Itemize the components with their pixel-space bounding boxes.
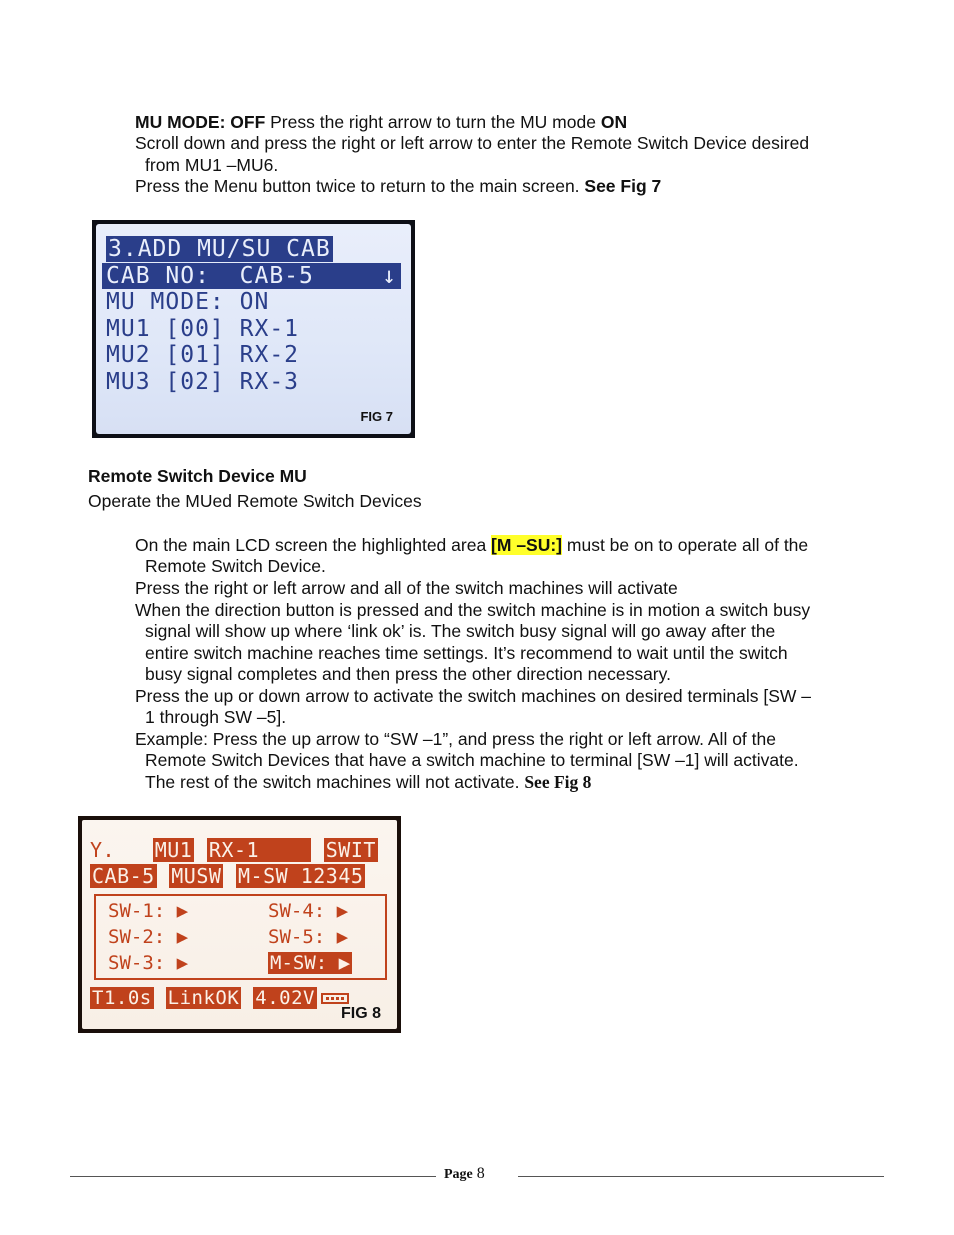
fig7-selected-row [102, 263, 401, 290]
fig7-mu1-row: MU1 [00] RX-1 [106, 315, 300, 342]
scroll-instruction: Scroll down and press the right or left arrow to enter the Remote Switch Device desired [135, 133, 810, 153]
fig8-top-bar [90, 838, 378, 862]
p1-cont: Remote Switch Device. [145, 556, 326, 576]
p1-text-b: must be on to operate all of the [562, 535, 809, 555]
fig8-sw1: SW-1: ▶ [108, 900, 189, 922]
page-number-value: 8 [476, 1165, 485, 1182]
p3-line2: signal will show up where ‘link ok’ is. The switch busy signal will go away after the [145, 621, 776, 641]
fig8-swit: SWIT [325, 838, 376, 862]
p4-line1: Press the up or down arrow to activate the switch machines on desired terminals [SW – [135, 686, 811, 706]
fig8-lcd-photo [78, 816, 401, 1033]
footer-rule-right [518, 1176, 884, 1177]
fig8-mu: MU1 [154, 838, 193, 862]
fig8-sw2: SW-2: ▶ [108, 926, 189, 948]
fig7-cab-no: CAB NO: CAB-5 [106, 262, 314, 289]
highlighted-area-paragraph [135, 535, 808, 557]
battery-icon [321, 993, 349, 1004]
fig7-screen [96, 224, 411, 434]
mu-mode-label: MU MODE: OFF [135, 112, 266, 132]
fig8-sw5: SW-5: ▶ [268, 926, 349, 948]
fig8-bottom-bar [90, 986, 349, 1010]
page-number [444, 1165, 485, 1183]
p2: Press the right or left arrow and all of the switch machines will activate [135, 578, 678, 598]
fig8-screen [82, 820, 397, 1029]
p3-line3: entire switch machine reaches time settings. It’s recommend to wait until the switch [145, 643, 788, 663]
p3-line1: When the direction button is pressed and the switch machine is in motion a switch busy [135, 600, 811, 620]
p4-line2: 1 through SW –5]. [145, 707, 287, 727]
section-heading: Remote Switch Device MU [88, 466, 307, 486]
see-fig8-ref: See Fig 8 [524, 772, 592, 792]
fig7-mu3-row: MU3 [02] RX-3 [106, 368, 300, 395]
p1-text-a: On the main LCD screen the highlighted area [135, 535, 492, 555]
fig8-msw-status: M-SW 12345 [237, 864, 364, 888]
fig7-title: 3.ADD MU/SU CAB [108, 236, 331, 262]
fig8-second-bar [90, 864, 365, 888]
m-su-highlight: [M –SU:] [491, 535, 563, 555]
mu-mode-on: ON [600, 112, 628, 132]
p5-line1: Example: Press the up arrow to “SW –1”, and press the right or left arrow. All of the [135, 729, 776, 749]
mu-mode-line [135, 112, 627, 134]
fig7-title-row [106, 236, 403, 263]
p5-line2: Remote Switch Devices that have a switch machine to terminal [SW –1] will activate. [145, 750, 799, 770]
fig8-time: T1.0s [92, 987, 152, 1009]
fig8-cab: CAB-5 [92, 864, 155, 888]
see-fig7-ref: See Fig 7 [584, 176, 662, 196]
fig8-musw: MUSW [171, 864, 222, 888]
fig8-volt: 4.02V [255, 987, 315, 1009]
fig7-mu-mode-row: MU MODE: ON [106, 289, 270, 315]
fig8-sw4: SW-4: ▶ [268, 900, 349, 922]
menu-instruction [135, 176, 661, 198]
footer-rule-left [70, 1176, 436, 1177]
scroll-down-arrow-icon: ↓ [382, 262, 397, 289]
page-label: Page [444, 1167, 473, 1182]
mu-mode-text: Press the right arrow to turn the MU mode [265, 112, 601, 132]
section-subtitle: Operate the MUed Remote Switch Devices [88, 491, 422, 511]
scroll-instruction-cont: from MU1 –MU6. [145, 155, 279, 175]
fig7-lcd-photo [92, 220, 415, 438]
antenna-icon: Y. [90, 838, 116, 862]
p5-line3 [135, 772, 591, 794]
fig8-msw-selected [268, 952, 352, 974]
fig8-rx: RX-1 [208, 838, 310, 862]
fig8-msw-sel-text: M-SW: ▶ [270, 952, 351, 974]
fig7-label: FIG 7 [360, 409, 393, 424]
fig8-label: FIG 8 [340, 1005, 381, 1022]
fig8-link: LinkOK [167, 987, 240, 1009]
p5-text: The rest of the switch machines will not activate. [145, 772, 525, 792]
p3-line4: busy signal completes and then press the other direction necessary. [145, 664, 671, 684]
fig7-mu2-row: MU2 [01] RX-2 [106, 342, 300, 368]
menu-instruction-text: Press the Menu button twice to return to the main screen. [135, 176, 585, 196]
fig8-sw3: SW-3: ▶ [108, 952, 189, 974]
